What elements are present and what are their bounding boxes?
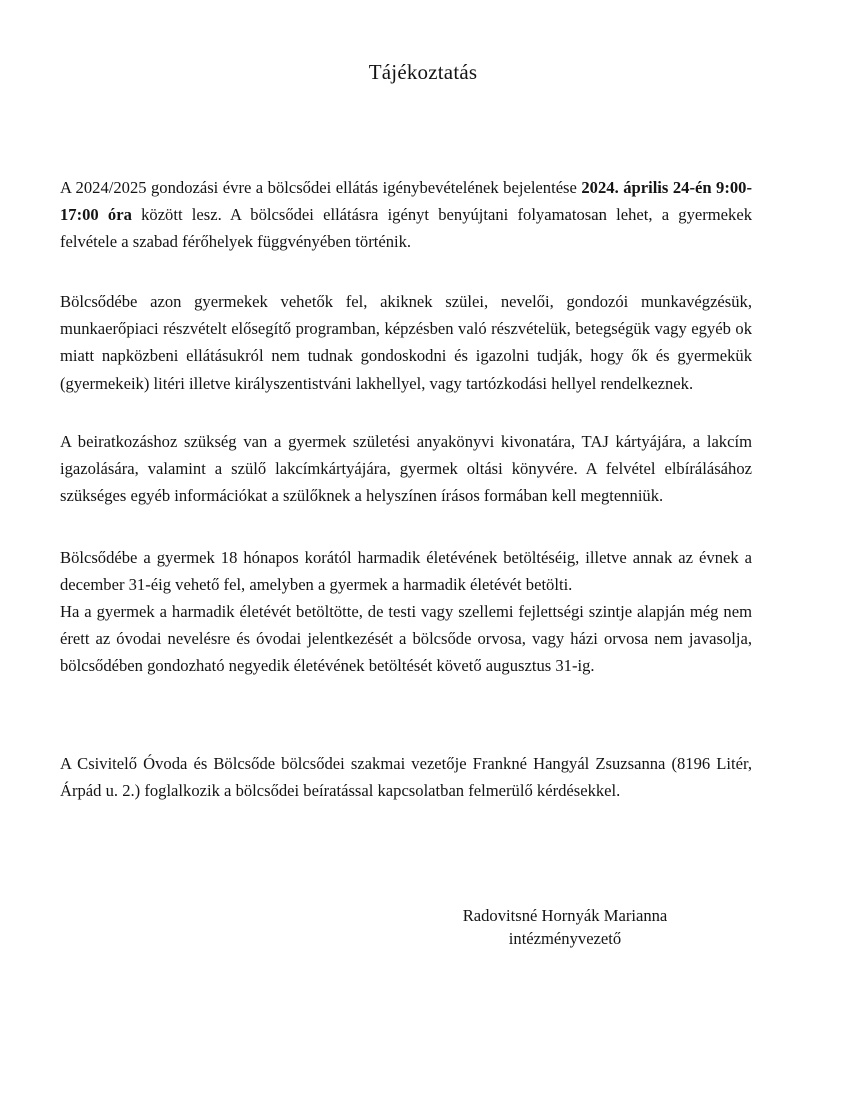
signature-role: intézményvezető bbox=[508, 929, 622, 948]
paragraph-age-limits-text: Bölcsődébe a gyermek 18 hónapos korától harmadik életévének betöltéséig, illetve annak az évnek a december 31-éig vehető fel, amelyben a gyermek a harmadik életévét betölti. bbox=[60, 548, 752, 595]
paragraph-contact bbox=[60, 750, 752, 804]
paragraph-enrollment-date-text-1: A 2024/2025 gondozási évre a bölcsődei ellátás igénybevételének bejelentése bbox=[60, 178, 582, 197]
paragraph-extended-care bbox=[60, 598, 752, 680]
paragraph-age-limits bbox=[60, 544, 752, 598]
paragraph-eligibility bbox=[60, 288, 752, 397]
paragraph-required-documents bbox=[60, 428, 752, 510]
paragraph-enrollment-date bbox=[60, 174, 752, 256]
paragraph-enrollment-date-text-2: között lesz. A bölcsődei ellátásra igényt benyújtani folyamatosan lehet, a gyermekek felvétele a szabad férőhelyek függvényében történik. bbox=[60, 205, 752, 252]
paragraph-contact-text: A Csivitelő Óvoda és Bölcsőde bölcsődei szakmai vezetője Frankné Hangyál Zsuzsanna (8196 Litér, Árpád u. 2.) foglalkozik a bölcsődei beíratással kapcsolatban felmerülő kérdésekkel. bbox=[60, 754, 752, 801]
paragraph-eligibility-text: Bölcsődébe azon gyermekek vehetők fel, akiknek szülei, nevelői, gondozói munkavégzésük, munkaerőpiaci részvételt elősegítő programban, képzésben való részvételük, betegségük vagy egyéb ok miatt napközbeni ellátásukról nem tudnak gondoskodni és igazolni tudják, hogy ők és gyermekük (gyermekeik) litéri illetve királyszentistváni lakhellyel, vagy tartózkodási hellyel rendelkeznek. bbox=[60, 292, 752, 393]
paragraph-required-documents-text: A beiratkozáshoz szükség van a gyermek születési anyakönyvi kivonatára, TAJ kártyájára, a lakcím igazolására, valamint a szülő lakcímkártyájára, gyermek oltási könyvére. A felvétel elbírálásához szükséges egyéb információkat a szülőknek a helyszínen írásos formában kell megtenniük. bbox=[60, 432, 752, 506]
signature-name: Radovitsné Hornyák Marianna bbox=[462, 906, 668, 925]
document-title: Tájékoztatás bbox=[368, 60, 478, 84]
enrollment-date-highlight: 2024. április 24-én 9:00-17:00 óra bbox=[60, 178, 752, 225]
paragraph-extended-care-text: Ha a gyermek a harmadik életévét betöltötte, de testi vagy szellemi fejlettségi szintje alapján még nem érett az óvodai nevelésre és óvodai jelentkezését a bölcsőde orvosa, vagy házi orvosa nem javasolja, bölcsődében gondozható negyedik életévének betöltését követő augusztus 31-ig. bbox=[60, 602, 752, 676]
signature-block bbox=[420, 904, 710, 950]
